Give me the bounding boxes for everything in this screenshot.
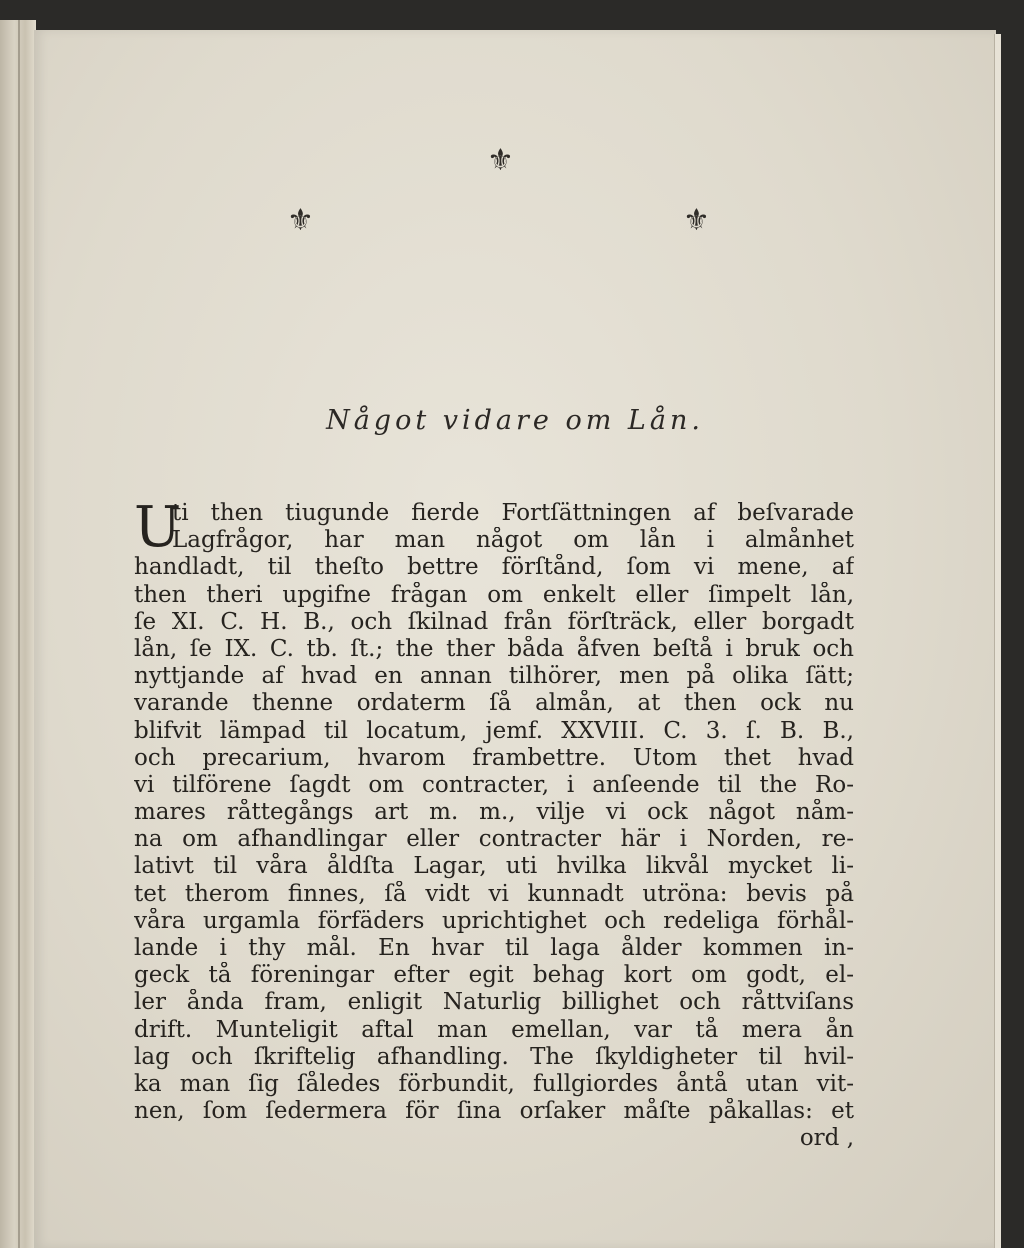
fleuron-icon: ⚜ — [487, 143, 514, 178]
text-line: lande i thy mål. En hvar til laga ålder kommen in- — [134, 935, 854, 961]
text-line: nyttjande af hvad en annan tilhörer, men på olika ſätt; — [134, 663, 854, 690]
text-line: blifvit lämpad til locatum, jemf. XXVIII. C. 3. ſ. B. B., — [134, 717, 854, 744]
text-line: vi tilförene ſagdt om contracter, i anſeende til the Ro- — [134, 771, 854, 798]
text-line: ſe XI. C. H. B., och ſkilnad från förſträck, eller borgadt — [134, 608, 854, 635]
text-line: Lagfrågor, har man något om lån i almånhet — [172, 527, 854, 554]
text-line: varande thenne ordaterm ſå almån, at then ock nu — [134, 690, 854, 717]
body-paragraph — [134, 495, 854, 1153]
text-line: lativt til våra åldſta Lagar, uti hvilka likvål mycket li- — [134, 853, 854, 880]
text-line: ler ånda fram, enligit Naturlig billighet och råttviſans — [134, 989, 854, 1016]
book-spine — [0, 20, 36, 1248]
drop-cap: U — [134, 495, 182, 560]
catchword: ord , — [799, 1125, 854, 1152]
fleuron-icon: ⚜ — [287, 203, 314, 238]
text-line: na om afhandlingar eller contracter här i Norden, re- — [134, 826, 854, 853]
text-line: tet therom finnes, ſå vidt vi kunnadt utröna: bevis på — [134, 880, 854, 907]
page-edge — [994, 34, 1001, 1248]
text-line: drift. Munteligit aftal man emellan, var tå mera ån — [134, 1016, 854, 1043]
text-line: mares råttegångs art m. m., vilje vi ock något nåm- — [134, 799, 854, 826]
text-line: lag och ſkriftelig afhandling. The ſkyldigheter til hvil- — [134, 1043, 854, 1070]
text-line: handladt, til theſto bettre förſtånd, ſom vi mene, af — [134, 554, 854, 581]
text-line: nen, ſom ſedermera för ſina orſaker måſte påkallas: et — [134, 1098, 854, 1125]
text-line: then theri upgifne frågan om enkelt eller ſimpelt lån, — [134, 581, 854, 608]
text-line: geck tå föreningar efter egit behag kort om godt, el- — [134, 962, 854, 989]
text-line: våra urgamla förfäders uprichtighet och redeliga förhål- — [134, 907, 854, 934]
fleuron-icon: ⚜ — [683, 203, 710, 238]
text-line: och precarium, hvarom frambettre. Utom thet hvad — [134, 744, 854, 771]
page-title: Något vidare om Lån. — [326, 405, 704, 436]
text-line: ka man ſig ſåledes förbundit, fullgiordes åntå utan vit- — [134, 1070, 854, 1097]
book-page — [34, 30, 996, 1248]
text-line: ti then tiugunde fierde Fortſättningen af beſvarade — [172, 500, 854, 526]
text-line: lån, ſe IX. C. tb. ſt.; the ther båda åfven beſtå i bruk och — [134, 635, 854, 662]
